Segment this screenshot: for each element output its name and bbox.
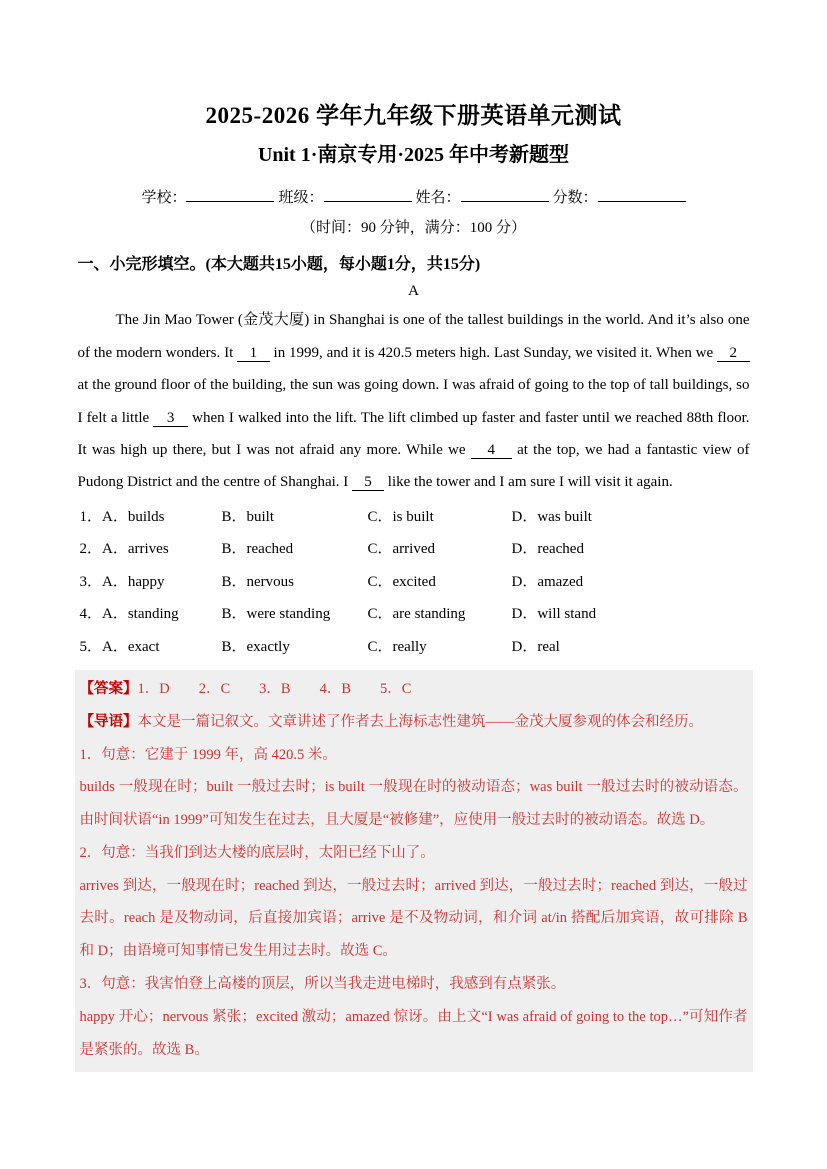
question-4-number: 4．	[79, 606, 103, 623]
info-field-class-label: 班级：	[278, 190, 324, 207]
answer-explanation-block	[75, 670, 753, 1073]
cloze-passage: The Jin Mao Tower (金茂大厦) in Shanghai is one of the tallest buildings in the world. And it’s also one of the modern wonders. It 1 in 1999, and it is 420.5 meters high. Last Sunday, we visited it. When we 2 at the ground floor of the building, the sun was going down. I was afraid of going to the top of tall buildings, so I felt a little 3 when I walked into the lift. The lift climbed up faster and faster until we reached 88th floor. It was high up there, but I was not afraid any more. While we 4 at the top, we had a fantastic view of Pudong District and the centre of Shanghai. I 5 like the tower and I am sure I will visit it again.	[77, 312, 750, 491]
option-text: A．arrives	[102, 541, 169, 558]
page-title: 2025-2026 学年九年级下册英语单元测试	[205, 103, 622, 128]
class-blank-line	[324, 185, 412, 202]
analysis-q2-detail: arrives 到达，一般现在时；reached 到达，一般过去时；arrived 到达，一般过去时；reached 到达，一般过去时。reach 是及物动词，后直接加宾语；arrive 是不及物动词，和介词 at/in 搭配后加宾语，故可排除 B 和 D；由语境可知事情已发生用过去时。故选 C。	[79, 877, 748, 960]
question-3-option-d: D．amazed	[511, 573, 584, 590]
answer-values: 1．D 2．C 3．B 4．B 5．C	[137, 680, 412, 697]
question-4-option-c: C．are standing	[367, 606, 466, 623]
question-2-options-row	[80, 533, 750, 565]
analysis-q3-detail: happy 开心；nervous 紧张；excited 激动；amazed 惊讶。由上文“I was afraid of going to the top…”可知作者是紧张的。故选 B。	[79, 1008, 748, 1058]
question-3-options-row	[80, 566, 750, 598]
intro-line	[80, 706, 748, 739]
question-5-number: 5．	[79, 638, 103, 655]
option-text: A．exact	[102, 638, 160, 655]
passage-label: A	[408, 283, 419, 300]
question-4-option-d: D．will stand	[511, 606, 597, 623]
question-2-option-d: D．reached	[511, 541, 584, 558]
question-2-option-b: B．reached	[221, 541, 294, 558]
answer-tag: 【答案】	[79, 680, 138, 697]
info-field-score	[553, 185, 686, 207]
question-2-option-a	[80, 533, 222, 565]
score-blank-line	[598, 185, 686, 202]
analysis-q3-meaning: 3．句意：我害怕登上高楼的顶层，所以当我走进电梯时，我感到有点紧张。	[79, 976, 566, 993]
info-field-school	[141, 185, 274, 207]
page-subtitle: Unit 1·南京专用·2025 年中考新题型	[257, 144, 570, 167]
analysis-q1-detail: builds 一般现在时；built 一般过去时；is built 一般现在时的被动语态；was built 一般过去时的被动语态。由时间状语“in 1999”可知发生在过去，且大厦是“被修建”，应使用一般过去时的被动语态。故选 D。	[79, 779, 748, 829]
intro-tag: 【导语】	[79, 713, 138, 730]
question-3-option-b: B．nervous	[221, 573, 294, 590]
info-field-class	[278, 185, 411, 207]
name-blank-line	[461, 185, 549, 202]
option-text: A．standing	[102, 606, 179, 623]
analysis-q1-meaning: 1．句意：它建于 1999 年，高 420.5 米。	[79, 746, 337, 763]
info-field-score-label: 分数：	[552, 190, 598, 207]
section-heading: 一、小完形填空。(本大题共15小题，每小题1分，共15分)	[77, 256, 481, 274]
cloze-blank-3: 3	[154, 409, 187, 426]
option-text: A．happy	[102, 573, 165, 590]
question-4-option-b: B．were standing	[221, 606, 331, 623]
question-2-option-c: C．arrived	[367, 541, 435, 558]
question-1-option-c: C．is built	[367, 508, 434, 525]
cloze-blank-4: 4	[471, 442, 511, 459]
option-text: A．builds	[102, 508, 165, 525]
question-3-option-c: C．excited	[367, 573, 436, 590]
question-1-option-a	[80, 501, 222, 533]
question-5-option-c: C．really	[367, 638, 427, 655]
analysis-q2-meaning: 2．句意：当我们到达大楼的底层时，太阳已经下山了。	[79, 844, 435, 861]
question-4-option-a	[80, 598, 222, 630]
question-5-option-d: D．real	[511, 638, 560, 655]
question-5-options-row	[80, 631, 750, 663]
intro-text: 本文是一篇记叙文。文章讲述了作者去上海标志性建筑——金茂大厦参观的体会和经历。	[137, 713, 703, 730]
exam-meta-line: （时间：90 分钟，满分：100 分）	[300, 220, 526, 237]
question-1-option-d: D．was built	[511, 508, 592, 525]
exam-document-page	[78, 0, 750, 1072]
cloze-blank-1: 1	[238, 344, 269, 361]
answer-line	[80, 673, 748, 706]
question-2-number: 2．	[79, 541, 103, 558]
question-1-options-row	[80, 501, 750, 533]
question-5-option-a	[80, 631, 222, 663]
cloze-blank-2: 2	[718, 344, 749, 361]
school-blank-line	[186, 185, 274, 202]
info-field-name-label: 姓名：	[415, 190, 461, 207]
question-1-option-b: B．built	[221, 508, 275, 525]
cloze-blank-5: 5	[353, 474, 384, 491]
question-4-options-row	[80, 598, 750, 630]
info-field-name	[416, 185, 549, 207]
options-list	[80, 501, 750, 663]
question-3-number: 3．	[79, 573, 103, 590]
question-3-option-a	[80, 566, 222, 598]
question-1-number: 1．	[79, 508, 103, 525]
student-info-line	[78, 185, 750, 207]
info-field-school-label: 学校：	[141, 190, 187, 207]
question-5-option-b: B．exactly	[221, 638, 290, 655]
